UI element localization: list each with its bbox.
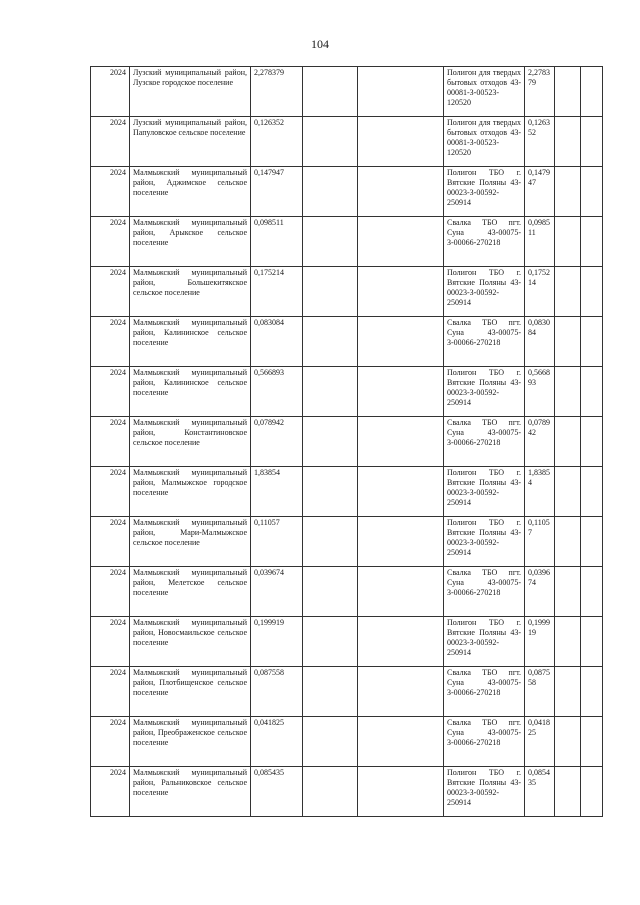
empty-cell [581, 217, 603, 267]
year-cell: 2024 [91, 67, 130, 117]
result-cell: 1,8385 4 [525, 467, 555, 517]
empty-cell [581, 567, 603, 617]
year-cell: 2024 [91, 617, 130, 667]
empty-cell [358, 717, 444, 767]
table-row [91, 117, 603, 167]
empty-cell [303, 467, 358, 517]
empty-cell [555, 67, 581, 117]
empty-cell [358, 167, 444, 217]
empty-cell [303, 267, 358, 317]
destination-cell: Свалка ТБО пгт. Суна 43-00075-З-00066-270218 [444, 717, 525, 767]
municipality-cell: Малмыжский муниципальный район, Преображенское сельское поселение [130, 717, 251, 767]
table-row [91, 467, 603, 517]
empty-cell [581, 267, 603, 317]
empty-cell [581, 467, 603, 517]
empty-cell [358, 317, 444, 367]
empty-cell [555, 367, 581, 417]
table-row [91, 367, 603, 417]
empty-cell [555, 317, 581, 367]
empty-cell [555, 167, 581, 217]
empty-cell [303, 67, 358, 117]
table-row [91, 167, 603, 217]
table-row [91, 717, 603, 767]
empty-cell [555, 417, 581, 467]
empty-cell [555, 267, 581, 317]
destination-cell: Свалка ТБО пгт. Суна 43-00075-З-00066-270218 [444, 567, 525, 617]
empty-cell [555, 717, 581, 767]
empty-cell [303, 617, 358, 667]
municipality-cell: Малмыжский муниципальный район, Калининское сельское поселение [130, 317, 251, 367]
table-row [91, 267, 603, 317]
municipality-cell: Малмыжский муниципальный район, Аджимское сельское поселение [130, 167, 251, 217]
empty-cell [581, 617, 603, 667]
year-cell: 2024 [91, 417, 130, 467]
empty-cell [555, 767, 581, 817]
result-cell: 0,1752 14 [525, 267, 555, 317]
destination-cell: Полигон для твердых бытовых отходов 43-00081-З-00523-120520 [444, 117, 525, 167]
table-row [91, 317, 603, 367]
empty-cell [581, 67, 603, 117]
municipality-cell: Лузский муниципальный район, Папуловское сельское поселение [130, 117, 251, 167]
empty-cell [581, 717, 603, 767]
empty-cell [303, 367, 358, 417]
table-body [91, 67, 603, 817]
table-row [91, 517, 603, 567]
empty-cell [581, 767, 603, 817]
value-cell: 0,098511 [251, 217, 303, 267]
municipality-cell: Малмыжский муниципальный район, Арыкское сельское поселение [130, 217, 251, 267]
value-cell: 0,041825 [251, 717, 303, 767]
page-number: 104 [311, 37, 329, 51]
empty-cell [358, 417, 444, 467]
municipality-cell: Лузский муниципальный район, Лузское городское поселение [130, 67, 251, 117]
destination-cell: Свалка ТБО пгт. Суна 43-00075-З-00066-270218 [444, 667, 525, 717]
empty-cell [358, 367, 444, 417]
result-cell: 0,0875 58 [525, 667, 555, 717]
empty-cell [303, 117, 358, 167]
value-cell: 0,11057 [251, 517, 303, 567]
empty-cell [358, 267, 444, 317]
value-cell: 0,039674 [251, 567, 303, 617]
empty-cell [555, 467, 581, 517]
empty-cell [581, 367, 603, 417]
table-row [91, 417, 603, 467]
year-cell: 2024 [91, 217, 130, 267]
empty-cell [555, 667, 581, 717]
empty-cell [581, 167, 603, 217]
municipality-cell: Малмыжский муниципальный район, Мари-Малмыжское сельское поселение [130, 517, 251, 567]
empty-cell [581, 667, 603, 717]
year-cell: 2024 [91, 717, 130, 767]
municipality-cell: Малмыжский муниципальный район, Плотбищенское сельское поселение [130, 667, 251, 717]
empty-cell [303, 317, 358, 367]
empty-cell [358, 517, 444, 567]
empty-cell [303, 167, 358, 217]
result-cell: 0,0830 84 [525, 317, 555, 367]
empty-cell [555, 217, 581, 267]
waste-table [90, 66, 603, 817]
empty-cell [358, 667, 444, 717]
empty-cell [581, 317, 603, 367]
destination-cell: Полигон ТБО г. Вятские Поляны 43-00023-З-00592-250914 [444, 367, 525, 417]
year-cell: 2024 [91, 317, 130, 367]
municipality-cell: Малмыжский муниципальный район, Калининское сельское поселение [130, 367, 251, 417]
year-cell: 2024 [91, 517, 130, 567]
result-cell: 0,0854 35 [525, 767, 555, 817]
year-cell: 2024 [91, 267, 130, 317]
empty-cell [358, 617, 444, 667]
value-cell: 0,175214 [251, 267, 303, 317]
value-cell: 2,278379 [251, 67, 303, 117]
empty-cell [303, 567, 358, 617]
empty-cell [303, 667, 358, 717]
destination-cell: Свалка ТБО пгт. Суна 43-00075-З-00066-270218 [444, 417, 525, 467]
destination-cell: Свалка ТБО пгт. Суна 43-00075-З-00066-270218 [444, 217, 525, 267]
empty-cell [581, 417, 603, 467]
result-cell: 0,1263 52 [525, 117, 555, 167]
result-cell: 0,0985 11 [525, 217, 555, 267]
destination-cell: Полигон ТБО г. Вятские Поляны 43-00023-З-00592-250914 [444, 167, 525, 217]
value-cell: 0,078942 [251, 417, 303, 467]
table-row [91, 617, 603, 667]
value-cell: 0,085435 [251, 767, 303, 817]
table-row [91, 217, 603, 267]
destination-cell: Свалка ТБО пгт. Суна 43-00075-З-00066-270218 [444, 317, 525, 367]
empty-cell [358, 567, 444, 617]
year-cell: 2024 [91, 767, 130, 817]
table-row [91, 67, 603, 117]
year-cell: 2024 [91, 667, 130, 717]
municipality-cell: Малмыжский муниципальный район, Малмыжское городское поселение [130, 467, 251, 517]
year-cell: 2024 [91, 567, 130, 617]
destination-cell: Полигон ТБО г. Вятские Поляны 43-00023-З-00592-250914 [444, 517, 525, 567]
municipality-cell: Малмыжский муниципальный район, Мелетское сельское поселение [130, 567, 251, 617]
empty-cell [303, 517, 358, 567]
destination-cell: Полигон ТБО г. Вятские Поляны 43-00023-З-00592-250914 [444, 617, 525, 667]
empty-cell [303, 417, 358, 467]
municipality-cell: Малмыжский муниципальный район, Константиновское сельское поселение [130, 417, 251, 467]
empty-cell [581, 517, 603, 567]
empty-cell [358, 767, 444, 817]
value-cell: 1,83854 [251, 467, 303, 517]
value-cell: 0,199919 [251, 617, 303, 667]
empty-cell [555, 567, 581, 617]
municipality-cell: Малмыжский муниципальный район, Новосмаильское сельское поселение [130, 617, 251, 667]
empty-cell [581, 117, 603, 167]
empty-cell [555, 617, 581, 667]
value-cell: 0,566893 [251, 367, 303, 417]
table-row [91, 767, 603, 817]
empty-cell [555, 517, 581, 567]
value-cell: 0,087558 [251, 667, 303, 717]
empty-cell [303, 767, 358, 817]
year-cell: 2024 [91, 367, 130, 417]
result-cell: 0,1105 7 [525, 517, 555, 567]
result-cell: 0,1479 47 [525, 167, 555, 217]
empty-cell [303, 717, 358, 767]
destination-cell: Полигон для твердых бытовых отходов 43-00081-З-00523-120520 [444, 67, 525, 117]
empty-cell [358, 67, 444, 117]
destination-cell: Полигон ТБО г. Вятские Поляны 43-00023-З-00592-250914 [444, 767, 525, 817]
result-cell: 0,1999 19 [525, 617, 555, 667]
empty-cell [303, 217, 358, 267]
empty-cell [358, 217, 444, 267]
table-row [91, 667, 603, 717]
value-cell: 0,126352 [251, 117, 303, 167]
empty-cell [358, 117, 444, 167]
table-row [91, 567, 603, 617]
value-cell: 0,083084 [251, 317, 303, 367]
value-cell: 0,147947 [251, 167, 303, 217]
result-cell: 0,5668 93 [525, 367, 555, 417]
municipality-cell: Малмыжский муниципальный район, Большекитякское сельское поселение [130, 267, 251, 317]
empty-cell [358, 467, 444, 517]
year-cell: 2024 [91, 467, 130, 517]
empty-cell [555, 117, 581, 167]
result-cell: 0,0396 74 [525, 567, 555, 617]
year-cell: 2024 [91, 117, 130, 167]
destination-cell: Полигон ТБО г. Вятские Поляны 43-00023-З-00592-250914 [444, 467, 525, 517]
result-cell: 2,2783 79 [525, 67, 555, 117]
year-cell: 2024 [91, 167, 130, 217]
result-cell: 0,0418 25 [525, 717, 555, 767]
destination-cell: Полигон ТБО г. Вятские Поляны 43-00023-З-00592-250914 [444, 267, 525, 317]
municipality-cell: Малмыжский муниципальный район, Ральниковское сельское поселение [130, 767, 251, 817]
result-cell: 0,0789 42 [525, 417, 555, 467]
